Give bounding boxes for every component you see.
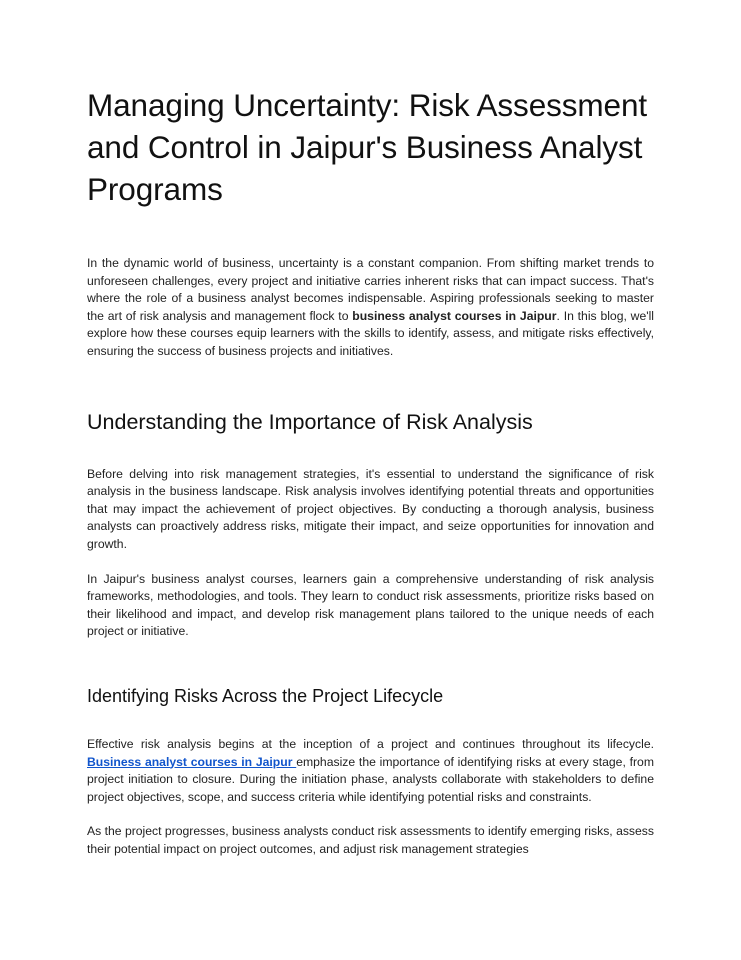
document-page <box>87 84 654 858</box>
intro-text-start: In the dynamic world of business, uncertainty is a constant companion. From shifting market trends to unforeseen challenges, every project and initiative carries inherent risks that can impact success. That's where the role of a business analyst becomes indispensable. Aspiring professionals seeking to master the art of risk analysis and management flock to <box>87 256 654 323</box>
intro-text-end: . In this blog, we'll explore how these courses equip learners with the skills to identify, assess, and mitigate risks effectively, ensuring the success of business projects and initiatives. <box>87 308 654 358</box>
business-analyst-courses-link[interactable]: Business analyst courses in Jaipur <box>87 754 297 769</box>
intro-paragraph <box>87 255 654 361</box>
identifying-paragraph-1 <box>87 736 654 806</box>
intro-bold-keyword: business analyst courses in Jaipur <box>352 308 557 323</box>
importance-paragraph-1: Before delving into risk management strategies, it's essential to understand the significance of risk analysis in the business landscape. Risk analysis involves identifying potential threats and opportunities that may impact the achievement of project objectives. By conducting a thorough analysis, business analysts can proactively address risks, mitigate their impact, and seize opportunities for innovation and growth. <box>87 466 654 551</box>
page-title: Managing Uncertainty: Risk Assessment and Control in Jaipur's Business Analyst Programs <box>87 87 648 207</box>
importance-paragraph-2: In Jaipur's business analyst courses, learners gain a comprehensive understanding of risk analysis frameworks, methodologies, and tools. They learn to conduct risk assessments, prioritize risks based on their likelihood and impact, and develop risk management plans tailored to the unique needs of each project or initiative. <box>87 571 654 639</box>
section-heading-identifying: Identifying Risks Across the Project Lifecycle <box>87 685 444 706</box>
identifying-paragraph-2: As the project progresses, business analysts conduct risk assessments to identify emerging risks, assess their potential impact on project outcomes, and adjust risk management strategies <box>87 824 654 856</box>
section-heading-importance: Understanding the Importance of Risk Analysis <box>87 409 533 434</box>
identifying-text-start: Effective risk analysis begins at the inception of a project and continues throughout its lifecycle. <box>87 736 654 751</box>
identifying-text-end: emphasize the importance of identifying risks at every stage, from project initiation to closure. During the initiation phase, analysts collaborate with stakeholders to define project objectives, scope, and success criteria while identifying potential risks and constraints. <box>87 754 654 804</box>
